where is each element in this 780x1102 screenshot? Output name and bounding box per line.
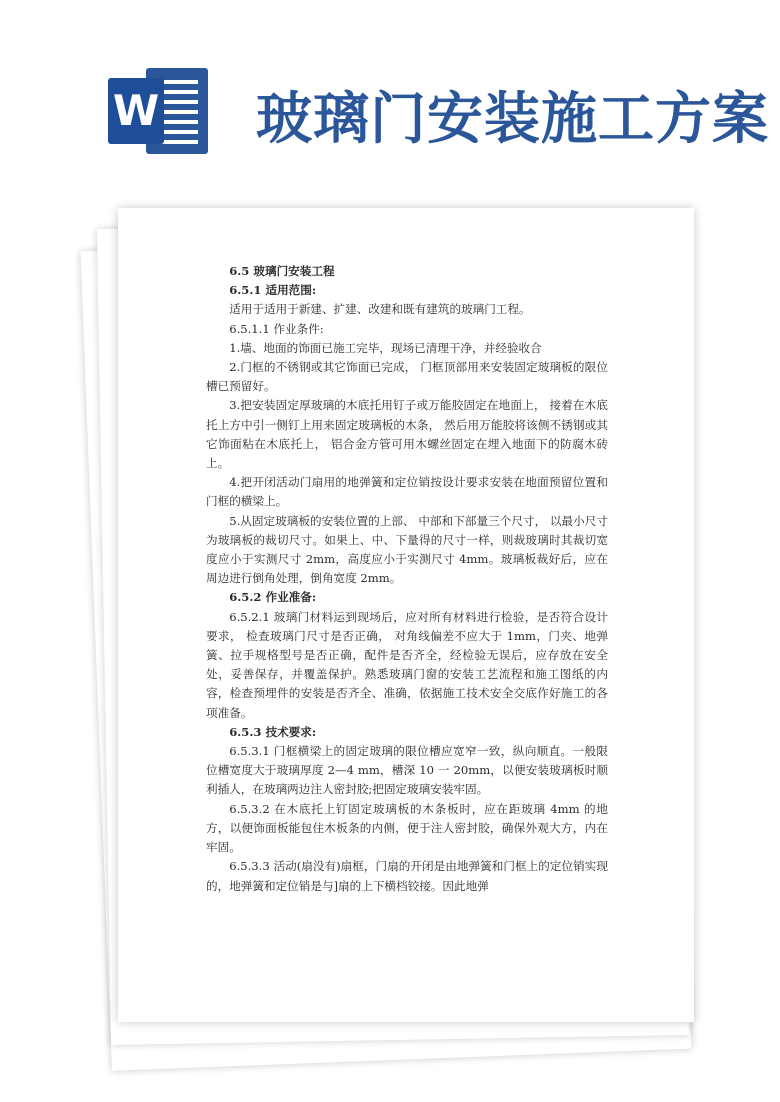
document-body: [206, 262, 608, 896]
paragraph: 6.5.3.1 门框横梁上的固定玻璃的限位槽应宽窄一致，纵向顺直。一般限位槽宽度大于玻璃厚度 2—4 mm，槽深 10 一 20mm，以便安装玻璃板时顺利插人，在玻璃两边注人密封胶;把固定玻璃安装牢固。: [206, 744, 608, 797]
paragraph: 6.5.3.3 活动(扇没有)扇框，门扇的开闭是由地弹簧和门框上的定位销实现的，地弹簧和定位销是与]扇的上下横档铰接。因此地弹: [206, 859, 608, 893]
word-icon: [108, 68, 208, 154]
section-heading: 6.5 玻璃门安装工程: [229, 264, 335, 278]
page-title: 玻璃门安装施工方案: [256, 86, 769, 152]
word-icon-letter: W: [108, 78, 164, 144]
paragraph: 1.墙、地面的饰面已施工完毕，现场已清理干净，并经验收合: [229, 340, 542, 355]
paragraph: 3.把安装固定厚玻璃的木底托用钉子或万能胶固定在地面上， 接着在木底托上方中引一侧钉上用来固定玻璃板的木条， 然后用万能胶将该侧不锈钢或其它饰面粘在木底托上， 铝合金方管可用木螺丝固定在埋入地面下的防腐木砖上。: [206, 398, 608, 471]
header: [0, 0, 780, 200]
section-heading: 6.5.3 技术要求:: [229, 724, 317, 739]
paragraph: 6.5.1.1 作业条件:: [229, 321, 324, 336]
paragraph: 4.把开闭活动门扇用的地弹簧和定位销按设计要求安装在地面预留位置和门框的横梁上。: [206, 475, 608, 509]
section-heading: 6.5.1 适用范围:: [229, 283, 317, 298]
paragraph: 5.从固定玻璃板的安装位置的上部、 中部和下部量三个尺寸， 以最小尺寸为玻璃板的裁切尺寸。如果上、中、下量得的尺寸一样，则裁玻璃时其裁切宽度应小于实测尺寸 2mm，高度应小于实测尺寸 4mm。玻璃板裁好后，应在周边进行倒角处理，倒角宽度 2mm。: [206, 513, 608, 586]
paragraph: 2.门框的不锈钢或其它饰面已完成， 门框顶部用来安装固定玻璃板的限位槽已预留好。: [206, 360, 608, 394]
section-heading: 6.5.2 作业准备:: [229, 590, 317, 605]
paragraph: 6.5.2.1 玻璃门材料运到现场后，应对所有材料进行检验，是否符合设计要求， 检查玻璃门尺寸是否正确， 对角线偏差不应大于 1mm，门夹、地弹簧、拉手规格型号是否正确，配件是否齐全，经检验无误后，应存放在安全处，妥善保存，并覆盖保护。熟悉玻璃门窗的安装工艺流程和施工图纸的内容，检查预埋件的安装是否齐全、准确，依据施工技术安全交底作好施工的各项准备。: [206, 609, 609, 720]
paragraph: 适用于适用于新建、扩建、改建和既有建筑的玻璃门工程。: [229, 302, 531, 317]
paragraph: 6.5.3.2 在木底托上钉固定玻璃板的木条板时，应在距玻璃 4mm 的地方，以便饰面板能包住木板条的内侧，便于注人密封胶，确保外观大方，内在牢固。: [206, 801, 608, 855]
